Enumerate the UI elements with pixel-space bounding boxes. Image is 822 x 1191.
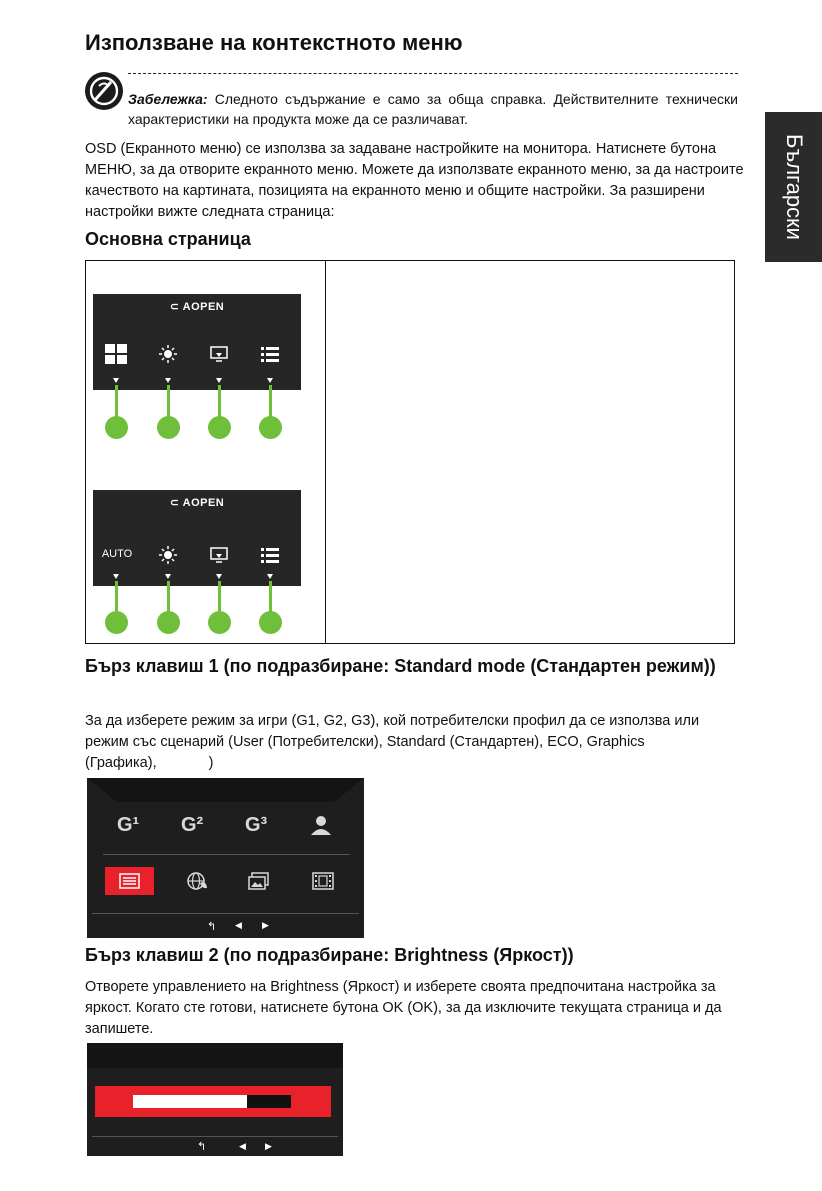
callout-dot — [157, 416, 180, 439]
pointer-marker — [216, 378, 222, 383]
pointer-marker — [267, 574, 273, 579]
callout-dot — [208, 416, 231, 439]
hotkey1-paragraph — [85, 711, 745, 774]
callout-dot — [157, 611, 180, 634]
language-tab-label: Български — [781, 134, 807, 240]
brightness-icon — [157, 344, 179, 364]
left-arrow-icon: ◀ — [239, 1141, 246, 1151]
pointer-marker — [165, 378, 171, 383]
input-icon — [208, 344, 230, 364]
hotkey1-text-graphics: (Графика), — [85, 755, 157, 771]
left-arrow-icon: ◀ — [235, 920, 242, 930]
callout-line — [167, 581, 170, 613]
movie-icon — [311, 870, 335, 897]
back-icon: ↰ — [207, 921, 217, 933]
callout-line — [218, 581, 221, 613]
callout-dot — [105, 416, 128, 439]
mode-menu-screenshot — [87, 778, 364, 938]
callout-dot — [259, 416, 282, 439]
menu-top-band — [87, 1043, 343, 1068]
osd-main-menu-1 — [93, 294, 301, 390]
page-title: Използване на контекстното меню — [85, 30, 463, 55]
input-icon — [208, 545, 230, 565]
back-icon: ↰ — [197, 1141, 207, 1153]
hotkey1-text-end: ) — [208, 755, 214, 771]
menu-list-icon — [259, 545, 281, 565]
pointer-marker — [113, 574, 119, 579]
divider — [103, 854, 350, 855]
auto-label: AUTO — [101, 548, 133, 560]
callout-line — [269, 581, 272, 613]
pointer-marker — [267, 378, 273, 383]
brand-logo: ⊂ AOPEN — [169, 301, 225, 313]
graphics-icon — [247, 870, 271, 897]
mode-g1: G¹ — [117, 814, 140, 836]
right-arrow-icon: ▶ — [265, 1141, 272, 1151]
callout-line — [115, 385, 118, 417]
callout-dot — [259, 611, 282, 634]
brightness-row-selected — [95, 1086, 331, 1117]
hotkey2-heading: Бърз клавиш 2 (по подразбиране: Brightness (Яркост)) — [85, 945, 574, 965]
note-text: Следното съдържание е само за обща справка. Действителните технически характеристики на продукта може да се различават. — [128, 91, 738, 127]
right-arrow-icon: ▶ — [262, 920, 269, 930]
table-divider — [325, 260, 326, 644]
pointer-marker — [216, 574, 222, 579]
note — [128, 89, 738, 129]
hotkey1-text: За да изберете режим за игри (G1, G2, G3), кой потребителски профил да се използва или режим със сценарий (User (Потребителски), Standard (Стандартен), ECO, Graphics — [85, 713, 700, 750]
brightness-menu-screenshot — [87, 1043, 343, 1156]
divider — [92, 913, 359, 914]
eco-globe-icon — [185, 870, 209, 897]
mode-g2: G² — [181, 814, 204, 836]
brightness-icon — [157, 545, 179, 565]
divider — [92, 1136, 338, 1137]
brightness-slider-fill — [133, 1095, 247, 1108]
callout-dot — [105, 611, 128, 634]
brightness-slider — [133, 1095, 291, 1108]
note-label: Забележка: — [128, 91, 208, 107]
standard-mode-selected — [105, 867, 154, 895]
main-page-heading: Основна страница — [85, 229, 251, 249]
callout-dot — [208, 611, 231, 634]
callout-line — [269, 385, 272, 417]
pointer-marker — [165, 574, 171, 579]
hotkey1-heading: Бърз клавиш 1 (по подразбиране: Standard mode (Стандартен режим)) — [85, 656, 716, 676]
language-tab — [765, 112, 822, 262]
hotkey2-paragraph: Отворете управлението на Brightness (Яркост) и изберете своята предпочитана настройка за яркост. Когато сте готови, натиснете бутона OK (OK), за да изключите текущата страница и да запишете. — [85, 979, 722, 1037]
osd-main-menu-2 — [93, 490, 301, 586]
note-icon — [85, 72, 123, 110]
pointer-marker — [113, 378, 119, 383]
brand-logo: ⊂ AOPEN — [169, 497, 225, 509]
callout-line — [218, 385, 221, 417]
menu-list-icon — [259, 344, 281, 364]
modes-icon — [105, 344, 127, 364]
callout-line — [115, 581, 118, 613]
note-divider — [128, 73, 738, 74]
mode-g3: G³ — [245, 814, 268, 836]
intro-paragraph: OSD (Екранното меню) се използва за задаване настройките на монитора. Натиснете бутона МЕНЮ, за да отворите екранното меню. Можете да използвате екранното меню, за да настроите качеството на картината, позицията на екранното меню и общите настройки. За разширени настройки вижте следната страница: — [85, 141, 744, 220]
callout-line — [167, 385, 170, 417]
user-icon — [309, 814, 333, 841]
